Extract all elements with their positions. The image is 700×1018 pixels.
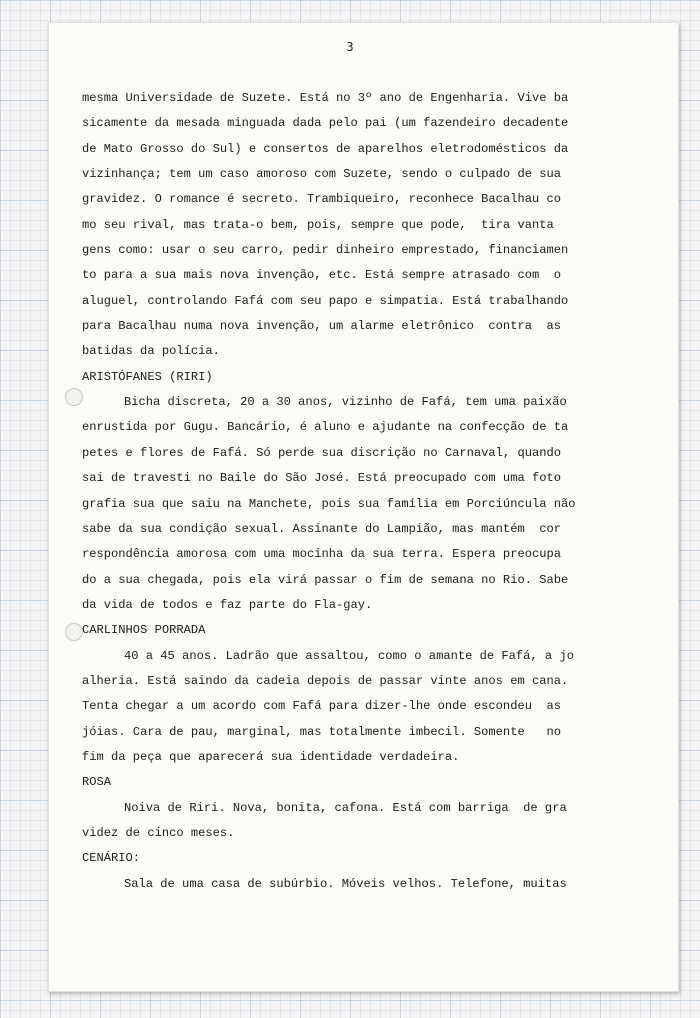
text-line: sicamente da mesada minguada dada pelo pai (um fazendeiro decadente: [82, 116, 569, 131]
text-line: CENÁRIO:: [82, 851, 141, 866]
text-line: jóias. Cara de pau, marginal, mas totalmente imbecil. Somente no: [82, 724, 561, 739]
text-line: gravidez. O romance é secreto. Trambiqueiro, reconhece Bacalhau co: [82, 192, 561, 207]
text-line: vizinhança; tem um caso amoroso com Suzete, sendo o culpado de sua: [82, 167, 561, 182]
text-line: CARLINHOS PORRADA: [82, 623, 206, 638]
text-line: para Bacalhau numa nova invenção, um alarme eletrônico contra as: [82, 319, 561, 334]
text-line: grafia sua que saiu na Manchete, pois sua família em Porciúncula não: [82, 496, 576, 511]
text-line: to para a sua mais nova invenção, etc. Está sempre atrasado com o: [82, 268, 561, 283]
text-line: sabe da sua condição sexual. Assinante do Lampião, mas mantém cor: [82, 521, 561, 536]
text-line: fim da peça que aparecerá sua identidade verdadeira.: [82, 749, 460, 764]
text-line: de Mato Grosso do Sul) e consertos de aparelhos eletrodomésticos da: [82, 141, 569, 156]
text-line: alheria. Está saindo da cadeia depois de passar vinte anos em cana.: [82, 673, 569, 688]
text-line: Noiva de Riri. Nova, bonita, cafona. Está com barriga de gra: [124, 800, 567, 815]
punch-hole: [65, 623, 83, 641]
text-line: Tenta chegar a um acordo com Fafá para dizer-lhe onde escondeu as: [82, 699, 561, 714]
text-line: Sala de uma casa de subúrbio. Móveis velhos. Telefone, muitas: [124, 876, 567, 891]
text-line: sai de travesti no Baile do São José. Está preocupado com uma foto: [82, 471, 561, 486]
text-line: ROSA: [82, 775, 112, 790]
page-number: 3: [346, 40, 354, 54]
text-line: Bicha discreta, 20 a 30 anos, vizinho de Fafá, tem uma paixão: [124, 395, 567, 410]
text-line: respondência amorosa com uma mocinha da sua terra. Espera preocupa: [82, 547, 561, 562]
text-line: videz de cinco meses.: [82, 825, 235, 840]
text-line: mo seu rival, mas trata-o bem, pois, sempre que pode, tira vanta: [82, 217, 554, 232]
typewritten-text: [82, 86, 576, 897]
text-line: gens como: usar o seu carro, pedir dinheiro emprestado, financiamen: [82, 243, 569, 258]
text-line: petes e flores de Fafá. Só perde sua discrição no Carnaval, quando: [82, 445, 561, 460]
text-line: ARISTÓFANES (RIRI): [82, 369, 213, 384]
text-line: batidas da polícia.: [82, 344, 220, 359]
text-line: 40 a 45 anos. Ladrão que assaltou, como o amante de Fafá, a jo: [124, 648, 574, 663]
text-line: da vida de todos e faz parte do Fla-gay.: [82, 597, 373, 612]
punch-hole: [65, 388, 83, 406]
text-line: aluguel, controlando Fafá com seu papo e simpatia. Está trabalhando: [82, 293, 569, 308]
text-line: do a sua chegada, pois ela virá passar o fim de semana no Rio. Sabe: [82, 572, 569, 587]
text-line: mesma Universidade de Suzete. Está no 3º ano de Engenharia. Vive ba: [82, 91, 569, 105]
text-line: enrustida por Gugu. Bancário, é aluno e ajudante na confecção de ta: [82, 420, 569, 435]
